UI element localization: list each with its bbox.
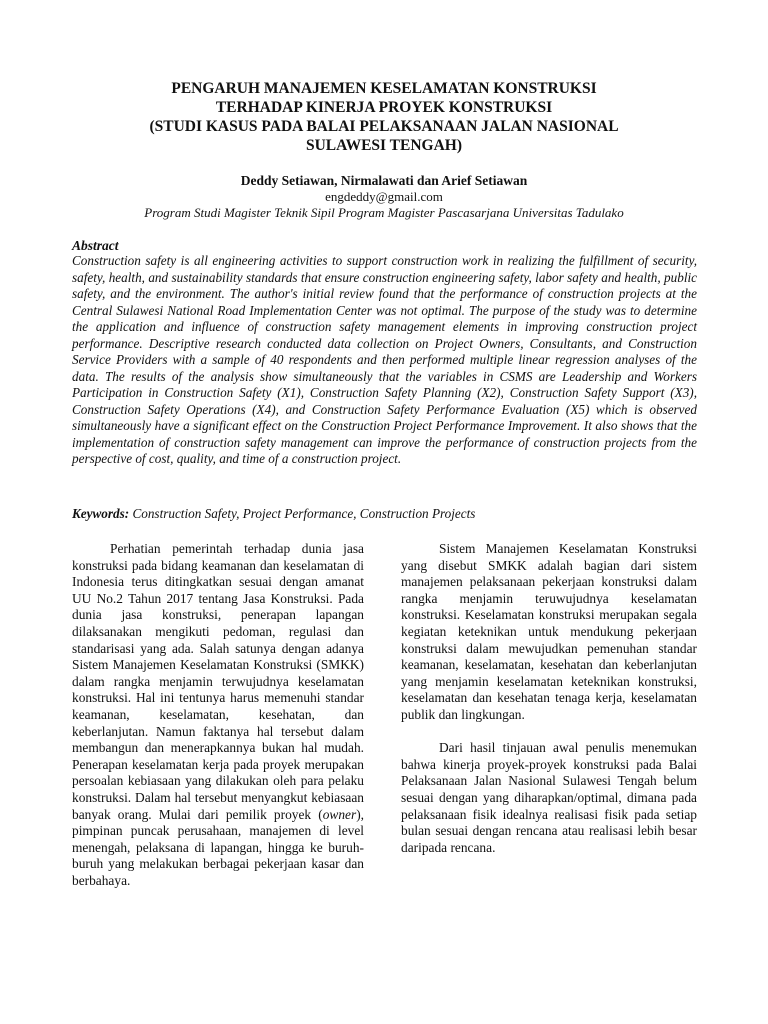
- authors: Deddy Setiawan, Nirmalawati dan Arief Setiawan: [240, 173, 528, 188]
- body-column-left: [72, 541, 364, 889]
- affiliation: Program Studi Magister Teknik Sipil Program Magister Pascasarjana Universitas Tadulako: [144, 205, 624, 220]
- title-line: TERHADAP KINERJA PROYEK KONSTRUKSI: [215, 99, 553, 116]
- title-line: SULAWESI TENGAH): [305, 137, 463, 154]
- keywords: [72, 506, 475, 522]
- body-column-right: [401, 541, 697, 856]
- paragraph-text: Perhatian pemerintah terhadap dunia jasa konstruksi pada bidang keamanan dan keselamatan di Indonesia terus ditingkatkan sesuai dengan amanat UU No.2 Tahun 2017 tentang Jasa Konstruksi. Pada dunia jasa konstruksi, penerapan lapangan dilaksanakan mengikuti pedoman, regulasi dan standarisasi yang ada. Salah satunya dengan adanya Sistem Manajemen Keselamatan Konstruksi (SMKK) dalam rangka menjamin terwujudnya keselamatan konstruksi. Hal ini tentunya harus memenuhi standar keamanan, keselamatan, kesehatan, dan keberlanjutan. Namun faktanya hal tersebut dalam membangun dan menerapkannya bukan hal mudah. Penerapan keselamatan kerja pada proyek merupakan persoalan kebiasaan yang dilakukan oleh para pelaku konstruksi. Dalam hal tersebut menyangkut kebiasaan banyak orang. Mulai dari pemilik proyek (: [72, 541, 364, 822]
- owner-term: owner: [322, 806, 357, 822]
- keywords-label: Keywords:: [72, 506, 130, 521]
- body-paragraph: Dari hasil tinjauan awal penulis menemukan bahwa kinerja proyek-proyek konstruksi pada Balai Pelaksanaan Jalan Nasional Sulawesi Tengah belum sesuai dengan yang diharapkan/optimal, dimana pada pelaksanaan fisik idealnya realisasi fisik pada setiap bulan sesuai dengan rencana atau realisasi lebih besar daripada rencana.: [401, 740, 697, 855]
- paper-title: [60, 79, 708, 155]
- keywords-text: Construction Safety, Project Performance, Construction Projects: [132, 506, 476, 521]
- author-email: engdeddy@gmail.com: [325, 189, 443, 204]
- body-paragraph: Sistem Manajemen Keselamatan Konstruksi yang disebut SMKK adalah bagian dari sistem manajemen pelaksanaan pekerjaan konstruksi dalam rangka menjamin teruwujudnya keselamatan konstruksi. Keselamatan konstruksi merupakan segala kegiatan keteknikan untuk mendukung pekerjaan konstruksi dalam mewujudkan pemenuhan standar keamanan, keselamatan, kesehatan dan keberlanjutan yang menjamin keselamatan keteknikan konstruksi, keselamatan dan kesehatan tenaga kerja, keselamatan publik dan lingkungan.: [401, 541, 697, 722]
- abstract-text: Construction safety is all engineering activities to support construction work in realizing the fulfillment of security, safety, health, and sustainability standards that ensure construction engineering safety, labor safety and health, public safety, and the environment. The author's initial review found that the performance of construction projects at the Central Sulawesi National Road Implementation Center was not optimal. The purpose of the study was to determine the application and influence of construction safety management elements in improving construction project performance. Descriptive research conducted data collection on Project Owners, Consultants, and Construction Service Providers with a sample of 40 respondents and then performed multiple linear regression analyses of the data. The results of the analysis show simultaneously that the variables in CSMS are Leadership and Workers Participation in Construction Safety (X1), Construction Safety Planning (X2), Construction Safety Support (X3), Construction Safety Operations (X4), and Construction Safety Performance Evaluation (X5) which is observed simultaneously have a significant effect on the Construction Project Performance Improvement. It also shows that the implementation of construction safety management can improve the performance of construction projects from the perspective of cost, quality, and time of a construction project.: [72, 253, 697, 466]
- body-paragraph: [72, 541, 364, 889]
- title-line: PENGARUH MANAJEMEN KESELAMATAN KONSTRUKSI: [171, 80, 597, 97]
- paragraph-text: ), pimpinan puncak perusahaan, manajemen di level menengah, pelaksana di lapangan, hingga ke buruh-buruh yang melakukan berbagai pekerjaan kasar dan berbahaya.: [72, 806, 364, 888]
- abstract-heading: Abstract: [72, 238, 119, 253]
- title-line: (STUDI KASUS PADA BALAI PELAKSANAAN JALAN NASIONAL: [149, 118, 619, 135]
